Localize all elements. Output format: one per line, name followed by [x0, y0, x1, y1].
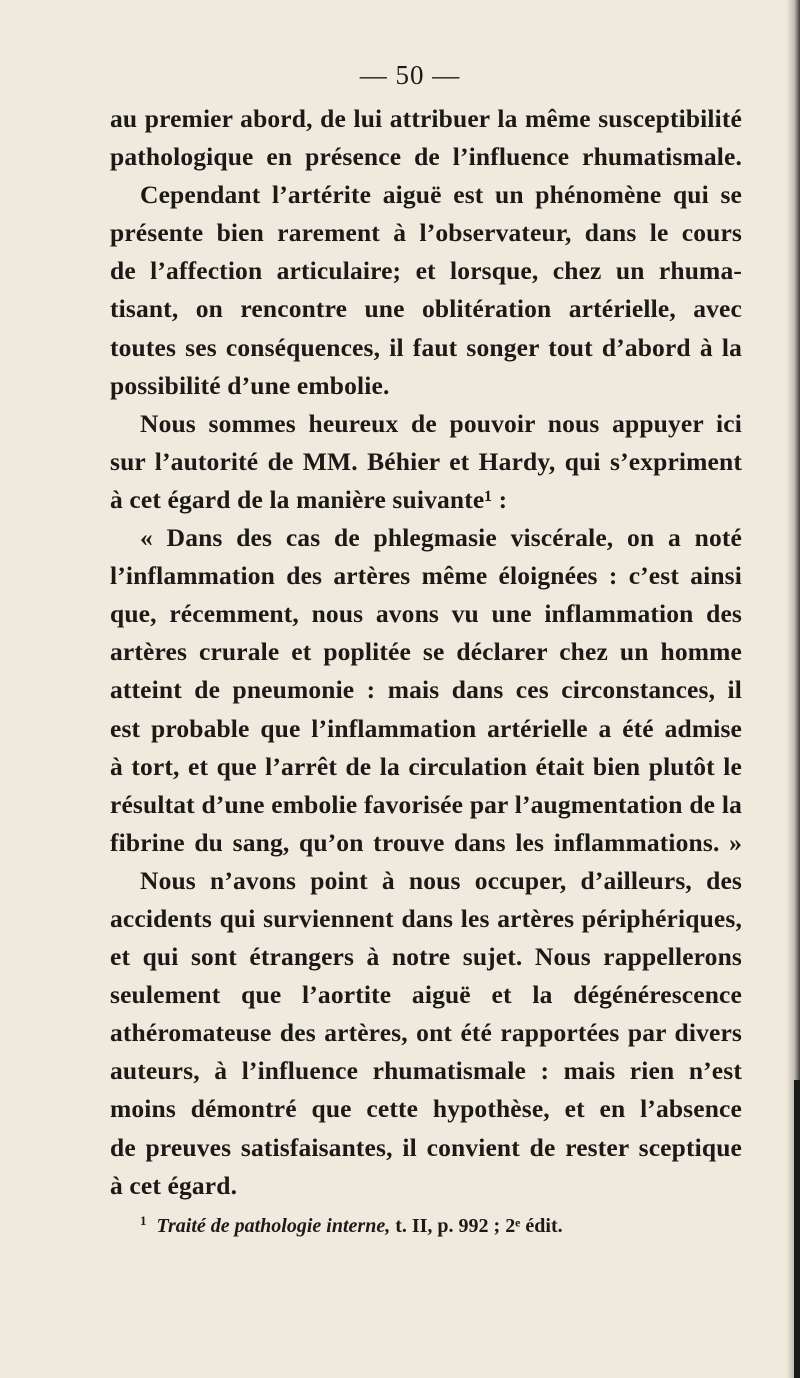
text-line: toutes ses conséquences, il faut songer tout d’abord à la	[110, 332, 742, 362]
footnote-title: Traité de pathologie interne,	[156, 1215, 391, 1237]
text-line: seulement que l’aortite aiguë et la dégénérescence	[110, 980, 742, 1010]
text-line: à cet égard de la manière suivante¹ :	[110, 484, 508, 514]
text-line: possibilité d’une embolie.	[110, 370, 390, 400]
text-line: pathologique en présence de l’influence rhumatismale.	[110, 142, 742, 172]
text-line: de l’affection articulaire; et lorsque, chez un rhuma-	[110, 256, 742, 286]
text-line: artères crurale et poplitée se déclarer chez un homme	[110, 637, 742, 667]
page-number: — 50 —	[359, 60, 461, 90]
footnote-mark: 1	[140, 1213, 147, 1228]
body-text	[110, 100, 742, 1205]
text-line: « Dans des cas de phlegmasie viscérale, on a noté	[140, 523, 742, 553]
text-line: sur l’autorité de MM. Béhier et Hardy, qui s’expriment	[110, 446, 742, 476]
footnote	[140, 1213, 740, 1238]
text-line: atteint de pneumonie : mais dans ces circonstances, il	[110, 675, 742, 705]
text-line: et qui sont étrangers à notre sujet. Nous rappellerons	[110, 942, 742, 972]
text-line: moins démontré que cette hypothèse, et en l’absence	[110, 1094, 742, 1124]
text-line: à tort, et que l’arrêt de la circulation était bien plutôt le	[110, 751, 742, 781]
text-line: athéromateuse des artères, ont été rapportées par divers	[110, 1018, 742, 1048]
text-line: Nous n’avons point à nous occuper, d’ailleurs, des	[140, 865, 742, 895]
footnote-reference: t. II, p. 992 ; 2ᵉ édit.	[390, 1215, 563, 1237]
text-line: à cet égard.	[110, 1170, 238, 1200]
text-line: auteurs, à l’influence rhumatismale : mais rien n’est	[110, 1056, 742, 1086]
text-line: de preuves satisfaisantes, il convient de rester sceptique	[110, 1132, 742, 1162]
text-line: l’inflammation des artères même éloignées : c’est ainsi	[110, 561, 742, 591]
text-line: tisant, on rencontre une oblitération artérielle, avec	[110, 294, 742, 324]
text-line: présente bien rarement à l’observateur, dans le cours	[110, 218, 742, 248]
text-line: fibrine du sang, qu’on trouve dans les inflammations. »	[110, 827, 742, 857]
text-line: Cependant l’artérite aiguë est un phénomène qui se	[140, 180, 742, 210]
text-line: que, récemment, nous avons vu une inflammation des	[110, 599, 742, 629]
text-line: Nous sommes heureux de pouvoir nous appuyer ici	[140, 408, 742, 438]
page-edge-bar	[794, 1080, 800, 1378]
text-line: est probable que l’inflammation artérielle a été admise	[110, 713, 742, 743]
text-line: accidents qui surviennent dans les artères périphériques,	[110, 903, 742, 933]
text-line: au premier abord, de lui attribuer la même susceptibilité	[110, 104, 742, 133]
text-line: résultat d’une embolie favorisée par l’augmentation de la	[110, 789, 742, 819]
